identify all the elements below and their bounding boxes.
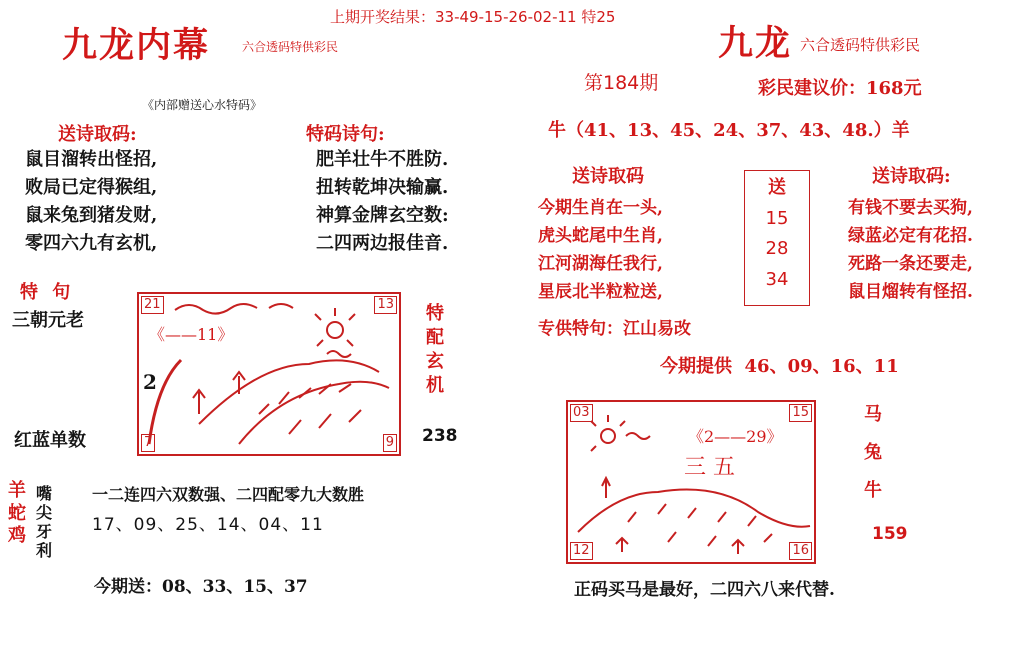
poem-line: 虎头蛇尾中生肖, [538,226,663,246]
left-picture [137,292,401,456]
right-picture [566,400,816,564]
special-phrase: 专供特句：江山易改 [538,319,691,339]
landscape-sketch-icon [139,294,399,454]
picture-side-number: 2 [143,370,157,394]
right-footer: 正码买马是最好，二四六八来代替. [574,580,835,600]
zodiac-item: 牛 [864,480,882,501]
zuijian-vertical: 嘴尖牙利 [36,484,53,560]
corner-number: 16 [789,542,812,560]
right-poem-a-title: 送诗取码 [572,166,644,187]
poem-line: 神算金牌玄空数: [316,205,449,226]
zodiac-item: 羊 [8,480,26,501]
left-rule: 一二连四六双数强、二四配零九大数胜 [92,485,365,504]
last-result-banner: 上期开奖结果：33-49-15-26-02-11 特25 [330,8,616,26]
send-box-label: 送 [768,177,786,198]
send-box-value: 15 [765,207,789,229]
left-poem-b-title: 特码诗句: [306,124,385,145]
poem-line: 有钱不要去买狗, [848,198,973,218]
corner-number: 03 [570,404,593,422]
poem-line: 零四六九有玄机, [25,233,158,254]
tepei-vertical: 特配玄机 [426,303,444,396]
send-box [744,170,810,306]
poem-line: 鼠目熘转有怪招. [848,282,973,302]
niu-line: 牛（41、13、45、24、37、43、48.）羊 [548,120,910,141]
landscape-sketch-icon [568,402,814,562]
corner-number: 12 [570,542,593,560]
corner-number: 7 [141,434,155,452]
issue-number: 第184期 [584,72,659,94]
picture-sky-text: 三 五 [684,455,735,480]
left-poem-b [316,146,449,258]
left-tagline: 《内部赠送心水特码》 [142,98,263,112]
right-side-zodiac [864,396,882,510]
zodiac-item: 鸡 [8,525,26,546]
picture-inner-text: 《——11》 [149,325,234,344]
poem-line: 死路一条还要走, [848,254,973,274]
left-subtitle: 六合透码特供彩民 [242,40,339,54]
poem-line: 星辰北半粒粒送, [538,282,663,302]
corner-number: 21 [141,296,164,314]
send-box-value: 34 [765,268,789,290]
zodiac-item: 蛇 [8,502,26,524]
corner-number: 9 [383,434,397,452]
right-poem-b-title: 送诗取码: [872,166,951,187]
poem-line: 鼠来兔到猪发财, [25,205,158,226]
zodiac-item: 兔 [864,442,882,463]
provide-line: 今期提供 46、09、16、11 [660,356,899,377]
right-side-number: 159 [872,524,908,544]
hongdan-value: 238 [422,426,458,446]
hongdan-label: 红蓝单数 [14,430,86,451]
left-poem-a-title: 送诗取码: [58,124,137,145]
right-title: 九龙 [718,23,793,64]
right-subtitle: 六合透码特供彩民 [800,36,921,54]
poem-line: 肥羊壮牛不胜防. [316,149,449,170]
zodiac-column [8,480,26,548]
send-box-value: 28 [765,238,789,259]
poem-line: 扭转乾坤决输赢. [316,177,449,198]
corner-number: 15 [789,404,812,422]
poem-line: 鼠目溜转出怪招, [25,149,158,170]
left-title: 九龙内幕 [62,25,211,66]
tejv-label: 特 句 [20,282,75,303]
left-numbers: 17、09、25、14、04、11 [92,515,324,535]
left-send: 今期送：08、33、15、37 [94,577,308,597]
right-poem-a [538,194,663,306]
poem-line: 今期生肖在一头, [538,198,663,218]
left-poem-a [25,146,157,258]
poem-line: 绿蓝必定有花招. [848,226,973,246]
poem-line: 二四两边报佳音. [316,233,449,254]
corner-number: 13 [374,296,397,314]
picture-inner-text: 《2——29》 [688,427,783,446]
price: 彩民建议价：168元 [758,78,922,99]
tejv-value: 三朝元老 [12,310,84,331]
right-poem-b [848,194,973,306]
poem-line: 江河湖海任我行, [538,254,663,274]
zodiac-item: 马 [864,404,882,425]
poem-line: 败局已定得猴组, [25,177,158,198]
